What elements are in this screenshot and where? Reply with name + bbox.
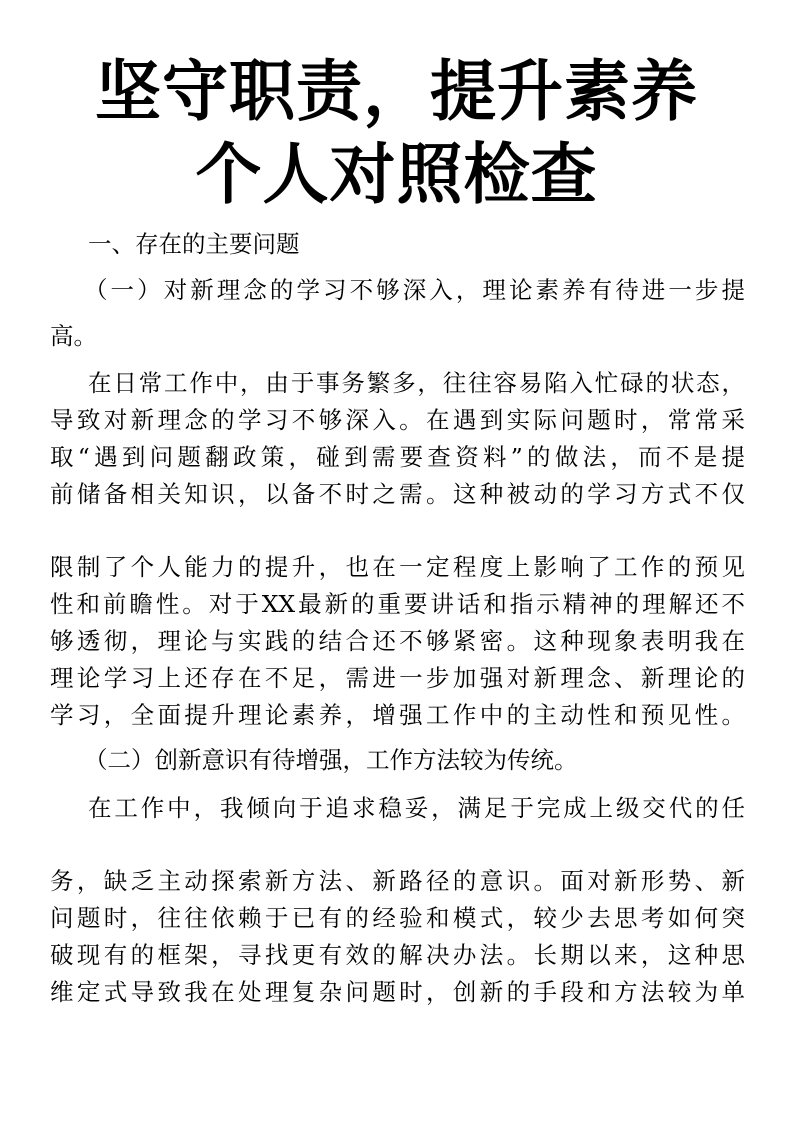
paragraph-line: 理论学习上还存在不足，需进一步加强对新理念、新理论的: [50, 664, 745, 692]
subsection-heading-1-cont: 高。: [50, 322, 97, 350]
subsection-heading-2: （二）创新意识有待增强，工作方法较为传统。: [84, 746, 578, 774]
paragraph-line: 导致对新理念的学习不够深入。在遇到实际问题时，常常采: [50, 406, 745, 434]
document-title-line-1: 坚守职责，提升素养: [95, 53, 698, 130]
paragraph-line: 前储备相关知识，以备不时之需。这种被动的学习方式不仅: [50, 480, 745, 508]
paragraph-line: 问题时，往往依赖于已有的经验和模式，较少去思考如何突: [50, 904, 745, 932]
paragraph-line: 学习，全面提升理论素养，增强工作中的主动性和预见性。: [50, 701, 745, 729]
paragraph-line: 限制了个人能力的提升，也在一定程度上影响了工作的预见: [50, 553, 745, 581]
paragraph-line: 维定式导致我在处理复杂问题时，创新的手段和方法较为单: [50, 978, 745, 1006]
paragraph-line: 够透彻，理论与实践的结合还不够紧密。这种现象表明我在: [50, 627, 745, 655]
paragraph-line: 在日常工作中，由于事务繁多，往往容易陷入忙碌的状态，: [88, 369, 745, 397]
paragraph-line: 务，缺乏主动探索新方法、新路径的意识。面对新形势、新: [50, 867, 745, 895]
subsection-heading-1: （一）对新理念的学习不够深入，理论素养有待进一步提: [84, 276, 745, 304]
paragraph-line: 取“遇到问题翻政策，碰到需要查资料”的做法，而不是提: [50, 443, 745, 471]
document-title-line-2: 个人对照检查: [195, 136, 598, 213]
paragraph-line: 性和前瞻性。对于XX最新的重要讲话和指示精神的理解还不: [50, 590, 745, 618]
paragraph-line: 破现有的框架，寻找更有效的解决办法。长期以来，这种思: [50, 941, 745, 969]
section-heading: 一、存在的主要问题: [88, 230, 300, 258]
paragraph-line: 在工作中，我倾向于追求稳妥，满足于完成上级交代的任: [88, 794, 745, 822]
